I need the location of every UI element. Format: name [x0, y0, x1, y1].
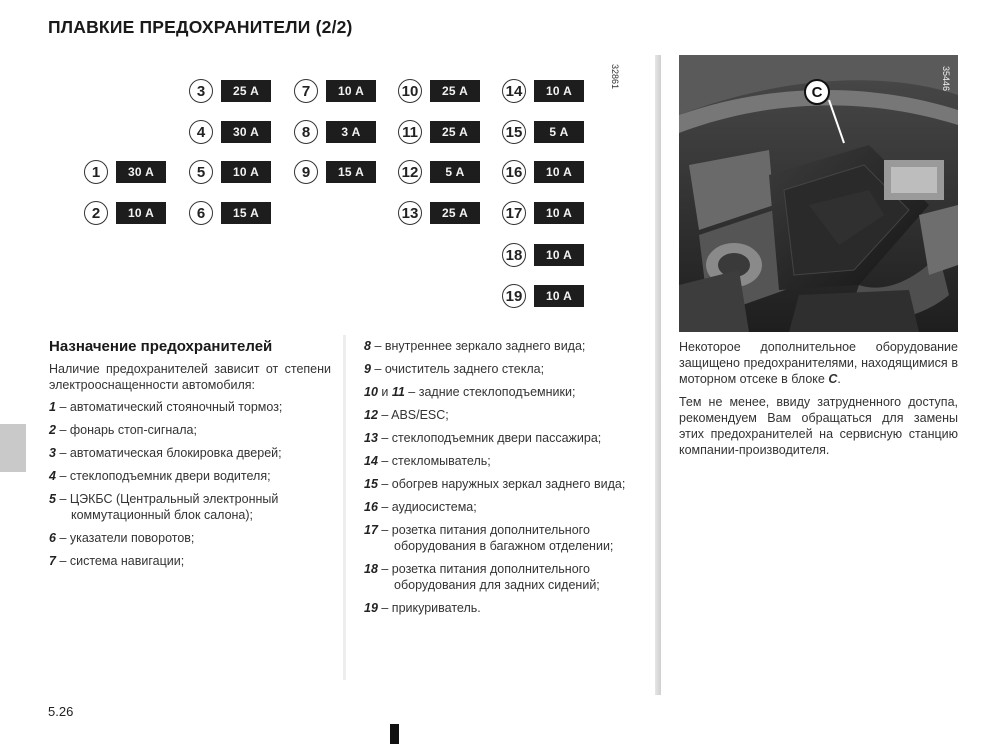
text-column-divider — [343, 335, 346, 680]
column-divider — [655, 55, 661, 695]
note-paragraph-1: Некоторое дополнительное оборудование защищено предохранителями, находящимися в моторном отсеке в блоке C. — [679, 340, 958, 386]
fuse-rating: 15 A — [326, 161, 376, 183]
list-item: 5 – ЦЭКБС (Центральный электронный коммутационный блок салона); — [49, 492, 279, 522]
fuse-number: 12 — [398, 160, 422, 184]
list-item: 10 и 11 – задние стеклоподъемники; — [364, 385, 576, 399]
fuse-number: 7 — [294, 79, 318, 103]
fuse-9 — [294, 160, 376, 184]
fuse-5 — [189, 160, 271, 184]
fuse-6 — [189, 201, 271, 225]
fuse-4 — [189, 120, 271, 144]
list-item: 13 – стеклоподъемник двери пассажира; — [364, 431, 602, 445]
fuse-number: 6 — [189, 201, 213, 225]
list-item: 4 – стеклоподъемник двери водителя; — [49, 469, 271, 483]
fuse-16 — [502, 160, 584, 184]
fuse-number: 11 — [398, 120, 422, 144]
fuse-rating: 25 A — [430, 80, 480, 102]
list-item: 17 – розетка питания дополнительного оборудования в багажном отделении; — [364, 523, 614, 553]
page-title: ПЛАВКИЕ ПРЕДОХРАНИТЕЛИ (2/2) — [48, 17, 353, 37]
fuse-rating: 10 A — [534, 202, 584, 224]
list-item: 2 – фонарь стоп-сигнала; — [49, 423, 197, 437]
list-item: 6 – указатели поворотов; — [49, 531, 195, 545]
list-item: 12 – ABS/ESC; — [364, 408, 449, 422]
note-column — [679, 339, 958, 465]
list-item: 16 – аудиосистема; — [364, 500, 477, 514]
list-item: 7 – система навигации; — [49, 554, 185, 568]
fuse-18 — [502, 243, 584, 267]
fuse-number: 16 — [502, 160, 526, 184]
fuse-rating: 10 A — [116, 202, 166, 224]
list-item: 14 – стекломыватель; — [364, 454, 491, 468]
fuse-number: 3 — [189, 79, 213, 103]
fuse-13 — [398, 201, 480, 225]
fuse-rating: 10 A — [534, 244, 584, 266]
note-paragraph-2: Тем не менее, ввиду затрудненного доступа, рекомендуем Вам обращаться для замены этих предохранителей на сервисную станцию компании-производителя. — [679, 395, 958, 457]
fuse-rating: 10 A — [534, 161, 584, 183]
fuse-number: 1 — [84, 160, 108, 184]
fuse-number: 17 — [502, 201, 526, 225]
binding-mark — [390, 724, 399, 744]
list-item: 1 – автоматический стояночный тормоз; — [49, 400, 283, 414]
diagram-code: 32861 — [610, 64, 620, 90]
fuse-17 — [502, 201, 584, 225]
list-item: 18 – розетка питания дополнительного оборудования для задних сидений; — [364, 562, 600, 592]
fuse-rating: 10 A — [534, 285, 584, 307]
fuse-assignment-column-2 — [364, 338, 652, 623]
list-item: 19 – прикуриватель. — [364, 601, 481, 615]
fuse-rating: 3 A — [326, 121, 376, 143]
fuse-rating: 5 A — [534, 121, 584, 143]
list-item: 8 – внутреннее зеркало заднего вида; — [364, 339, 586, 353]
fuse-11 — [398, 120, 480, 144]
fuse-rating: 15 A — [221, 202, 271, 224]
list-item: 15 – обогрев наружных зеркал заднего вида; — [364, 477, 626, 491]
intro-text: Наличие предохранителей зависит от степени электрооснащенности автомобиля: — [49, 362, 331, 392]
fuse-1 — [84, 160, 166, 184]
fuse-rating: 25 A — [221, 80, 271, 102]
fuse-number: 4 — [189, 120, 213, 144]
list-item: 3 – автоматическая блокировка дверей; — [49, 446, 282, 460]
fuse-12 — [398, 160, 480, 184]
fuse-assignment-column-1 — [49, 338, 331, 576]
page-number: 5.26 — [48, 704, 74, 719]
side-tab — [0, 424, 26, 472]
section-title: Назначение предохранителей — [49, 338, 273, 355]
fuse-number: 5 — [189, 160, 213, 184]
fuse-rating: 25 A — [430, 121, 480, 143]
fuse-rating: 10 A — [534, 80, 584, 102]
photo-code: 35446 — [941, 66, 951, 92]
fuse-3 — [189, 79, 271, 103]
fuse-2 — [84, 201, 166, 225]
fuse-rating: 10 A — [221, 161, 271, 183]
fuse-number: 18 — [502, 243, 526, 267]
fuse-number: 10 — [398, 79, 422, 103]
list-item: 9 – очиститель заднего стекла; — [364, 362, 545, 376]
fuse-number: 14 — [502, 79, 526, 103]
fuse-rating: 30 A — [221, 121, 271, 143]
fuse-number: 15 — [502, 120, 526, 144]
fuse-8 — [294, 120, 376, 144]
fuse-7 — [294, 79, 376, 103]
fuse-number: 8 — [294, 120, 318, 144]
fuse-number: 9 — [294, 160, 318, 184]
fuse-15 — [502, 120, 584, 144]
fuse-10 — [398, 79, 480, 103]
fuse-number: 13 — [398, 201, 422, 225]
fuse-rating: 30 A — [116, 161, 166, 183]
fuse-number: 19 — [502, 284, 526, 308]
fuse-rating: 5 A — [430, 161, 480, 183]
fuse-diagram — [84, 76, 604, 316]
fuse-number: 2 — [84, 201, 108, 225]
fuse-19 — [502, 284, 584, 308]
fuse-rating: 10 A — [326, 80, 376, 102]
fuse-14 — [502, 79, 584, 103]
block-c-callout: C — [804, 79, 830, 105]
fuse-rating: 25 A — [430, 202, 480, 224]
